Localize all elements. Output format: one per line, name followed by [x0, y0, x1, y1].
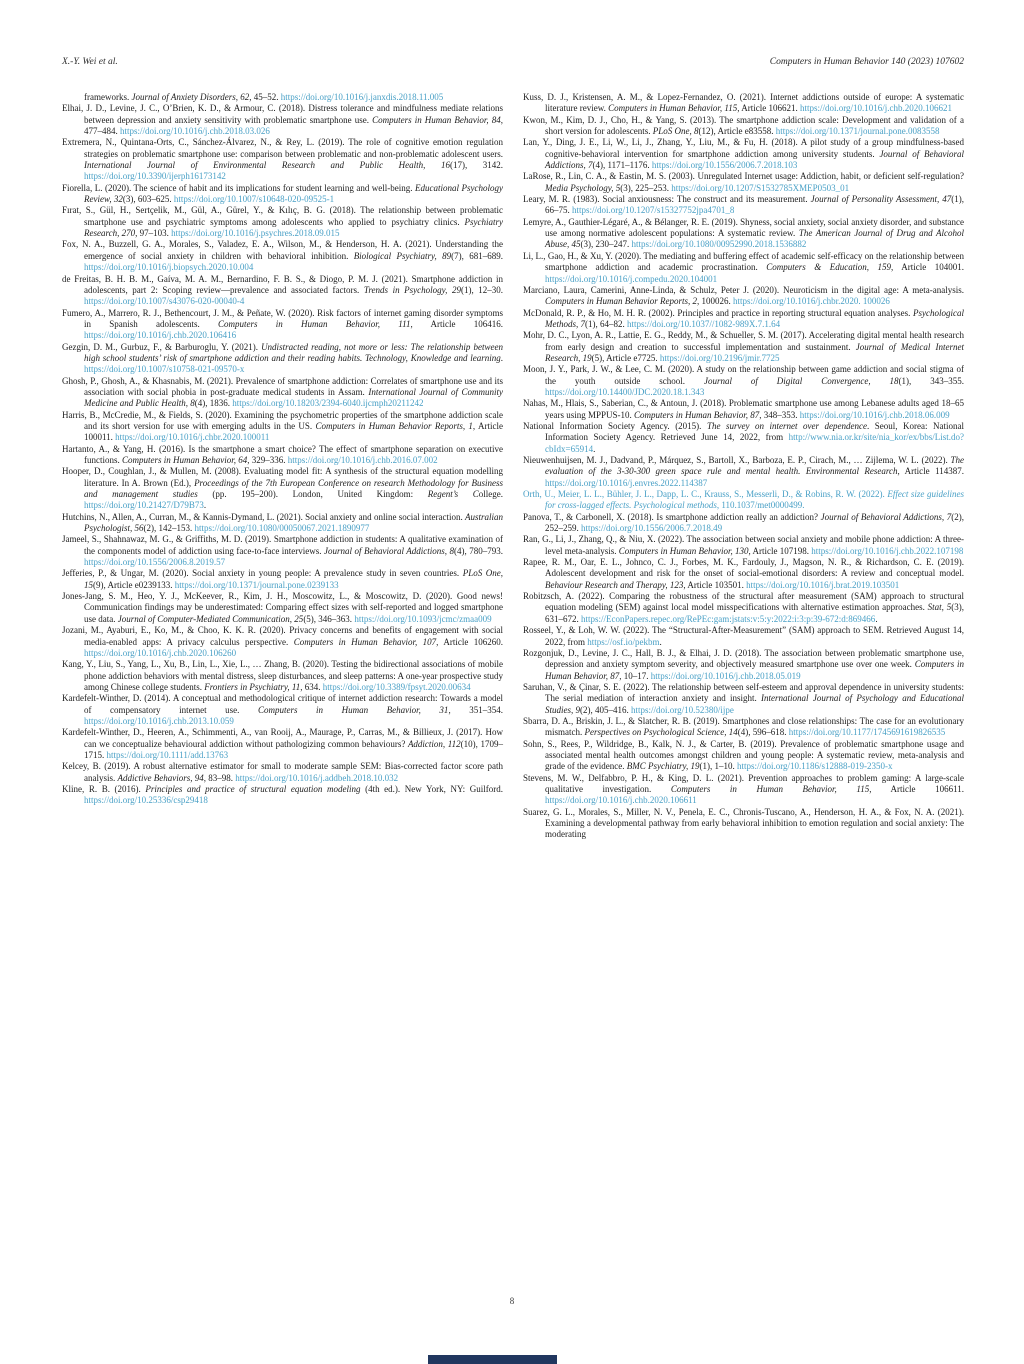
reference-entry	[62, 591, 503, 625]
reference-text: , 351–354.	[448, 704, 503, 715]
reference-text: Sbarra, D. A., Briskin, J. L., & Slatcher, R. B. (2019). Smartphones and close relationships: The case for an evolutionary mismatch.	[523, 715, 964, 738]
running-head-author: X.-Y. Wei et al.	[62, 57, 118, 67]
reference-text: Computers in Human Behavior, 107	[293, 636, 437, 647]
reference-text: .	[659, 636, 662, 647]
reference-text: Computers in Human Behavior Reports, 1	[315, 420, 473, 431]
reference-text: Fırat, S., Gül, H., Sertçelik, M., Gül, A., Gürel, Y., & Kılıç, B. G. (2018). The relationship between problematic smartphone use and psychiatric symptoms among adolescents who applied to psychiatry clinics.	[62, 205, 503, 227]
reference-text: (4th ed.). New York, NY: Guilford.	[360, 783, 503, 794]
reference-text: Mohr, D. C., Lyon, A. R., Lattie, E. G., Reddy, M., & Schueller, S. M. (2017). Accelerating digital mental health research from early design and creation to successful implementation and sustainment.	[523, 330, 964, 352]
reference-text: Computers in Human Behavior Reports, 2	[545, 296, 697, 307]
reference-text: Addictive Behaviors, 94	[117, 772, 204, 783]
reference-text: Kwon, M., Kim, D. J., Cho, H., & Yang, S. (2013). The smartphone addiction scale: Development and validation of a short version for adolescents.	[523, 114, 964, 137]
doi-link[interactable]: https://doi.org/10.21427/D79B73	[84, 500, 204, 511]
reference-text: Rosseel, Y., & Loh, W. W. (2022). The “Structural-After-Measurement” (SAM) approach to SEM. Retrieved August 14, 2022, from	[523, 625, 964, 647]
reference-text: Frontiers in Psychiatry, 11	[204, 681, 301, 692]
reference-text: . Seoul, Korea: National Information Society Agency. Retrieved June 14, 2022, from	[545, 420, 965, 443]
reference-entry	[62, 205, 503, 239]
reference-text: Kuss, D. J., Kristensen, A. M., & Lopez-Fernandez, O. (2021). Internet addictions outside of europe: A systematic literature review.	[523, 92, 964, 114]
doi-link[interactable]: https://doi.org/10.1016/j.janxdis.2018.11.005	[280, 92, 444, 102]
reference-text: , 10–17.	[619, 670, 651, 681]
reference-text: Moon, J. Y., Park, J. W., & Lee, C. M. (2020). A study on the relationship between game addiction and social stigma of the youth outside school.	[523, 364, 964, 386]
reference-text: ollege.	[478, 489, 503, 500]
reference-text: .	[593, 443, 596, 454]
doi-link[interactable]: , 110.1037/met0000499.	[716, 500, 805, 511]
reference-text: .	[203, 500, 207, 511]
reference-text: Kardefelt-Winther, D. (2014). A conceptual and methodological critique of internet addiction research: Towards a model of compensatory internet use.	[62, 693, 503, 715]
reference-text: (3), 603–625.	[122, 194, 174, 205]
reference-text: , 329–336.	[247, 455, 288, 465]
doi-link[interactable]: https://doi.org/10.1371/journal.pone.0083558	[775, 126, 940, 137]
reference-text: Addiction, 112	[407, 738, 461, 749]
doi-link[interactable]: https://doi.org/10.1207/S1532785XMEP0503_01	[671, 182, 850, 193]
running-head-journal: Computers in Human Behavior 140 (2023) 107602	[769, 57, 964, 67]
reference-entry	[62, 274, 503, 308]
doi-link[interactable]: https://doi.org/10.1016/j.chb.2020.106416	[84, 330, 237, 341]
reference-text: , Article 106416.	[410, 318, 503, 329]
reference-text: Computers in Human Behavior, 130	[618, 545, 749, 556]
reference-entry	[523, 557, 964, 591]
doi-link[interactable]: https://doi.org/10.1037//1082-989X.7.1.64	[627, 318, 781, 329]
reference-text: Jameel, S., Shahnawaz, M. G., & Griffiths, M. D. (2019). Smartphone addiction in students: A qualitative examination of the components model of addiction using face-to-face interviews.	[62, 534, 503, 556]
reference-entry	[523, 648, 964, 682]
reference-text: , 100026.	[697, 296, 733, 307]
reference-text: International Journal of Psychology and Educational Studies, 9	[545, 693, 964, 715]
doi-link[interactable]: https://doi.org/10.1080/00050067.2021.1890977	[194, 523, 370, 534]
reference-text: Principles and practice of structural equation modeling	[145, 783, 361, 794]
doi-link[interactable]: https://doi.org/10.1016/j.psychres.2018.09.015	[171, 228, 340, 239]
reference-text: Saruhan, V., & Çinar, S. E. (2022). The relationship between self-esteem and approval dependence in university students: The serial mediation of interaction anxiety and insight.	[523, 681, 964, 704]
reference-entry	[62, 410, 503, 444]
reference-text: Perspectives on Psychological Science, 14	[584, 727, 738, 738]
reference-text: (3), 230–247.	[580, 239, 632, 250]
doi-link[interactable]: https://doi.org/10.1177/1745691619826535	[788, 727, 946, 738]
reference-text: (3), 631–672.	[545, 602, 964, 624]
reference-entry	[62, 239, 503, 273]
reference-entry	[62, 444, 503, 467]
reference-text: (7), 681–689.	[451, 250, 503, 261]
reference-text: Australian Psychologist, 56	[84, 511, 503, 534]
reference-text: Harris, B., McCredie, M., & Fields, S. (2020). Examining the psychometric properties of the smartphone addiction scale and its short version for use with emerging adults in the US.	[62, 409, 503, 431]
reference-text: (1), 64–82.	[585, 318, 627, 329]
reference-text: The American Journal of Drug and Alcohol Abuse, 45	[545, 228, 964, 250]
reference-text: Journal of Computer-Mediated Communication, 25	[117, 613, 304, 624]
doi-link[interactable]: https://doi.org/10.1016/j.chbr.2020. 100026	[733, 296, 890, 307]
reference-text: frameworks.	[84, 92, 132, 102]
reference-text: (5), Article e7725.	[591, 352, 660, 363]
reference-text: (17), 3142.	[449, 160, 503, 171]
reference-text: (1), 1–10.	[699, 761, 737, 772]
reference-text: Elhai, J. D., Levine, J. C., O’Brien, K. D., & Armour, C. (2018). Distress tolerance and mindfulness mediate relations between depression and anxiety sensitivity with problematic smartphone use.	[62, 103, 503, 125]
reference-text: Behaviour Research and Therapy, 123	[545, 579, 684, 590]
reference-entry	[523, 807, 964, 841]
reference-entry	[523, 308, 964, 331]
doi-link[interactable]: https://doi.org/10.1186/s12888-019-2350-x	[736, 761, 893, 772]
reference-entry	[523, 489, 964, 512]
reference-text: Ghosh, P., Ghosh, A., & Khasnabis, M. (2021). Prevalence of smartphone addiction: Correlates of smartphone use and its association with social phobia in post-graduate medical students in Assam.	[62, 375, 503, 397]
doi-link[interactable]: https://doi.org/10.1007/s43076-020-00040-4	[84, 296, 245, 307]
reference-entry	[523, 421, 964, 455]
reference-entry	[523, 534, 964, 557]
doi-link[interactable]: Orth, U., Meier, L. L., Bühler, J. L., Dapp, L. C., Krauss, S., Messerli, D., & Robins, R. W. (2022).	[523, 489, 888, 500]
reference-text: LaRose, R., Lin, C. A., & Eastin, M. S. (2003). Unregulated Internet usage: Addiction, habit, or deficient self-regulation?	[523, 171, 964, 182]
reference-entry	[62, 512, 503, 535]
doi-link[interactable]: https://doi.org/10.1016/j.chb.2020.106611	[545, 795, 697, 806]
reference-entry	[523, 682, 964, 716]
reference-text: , 83–98.	[203, 772, 236, 783]
reference-text: Hartanto, A., & Yang, H. (2016). Is the smartphone a smart choice? The effect of smartphone separation on executive functions.	[62, 443, 503, 465]
doi-link[interactable]: https://doi.org/10.1016/j.chb.2018.03.026	[120, 126, 270, 137]
doi-link[interactable]: https://doi.org/10.18203/2394-6040.ijcmph20211242	[232, 398, 424, 409]
reference-text: , 634.	[300, 681, 323, 692]
reference-text: Computers & Education, 159	[766, 262, 891, 273]
reference-entry	[523, 455, 964, 489]
reference-text: Educational Psychology Review, 32	[84, 182, 503, 205]
reference-entry	[523, 115, 964, 138]
reference-text: Journal of Personality Assessment, 47	[810, 194, 952, 205]
reference-text: Computers in Human Behavior, 31	[257, 704, 449, 715]
reference-text: de Freitas, B. H. B. M., Gaíva, M. A. M., Bernardino, F. B. S., & Diogo, P. M. J. (2021). Smartphone addiction in adolescents, part 2: Scoping review—prevalence and associated factors.	[62, 273, 503, 295]
references-section	[62, 92, 964, 841]
reference-entry	[62, 376, 503, 410]
doi-link[interactable]: https://doi.org/10.1080/00952990.2018.1536882	[631, 239, 807, 250]
reference-text: , 45–52.	[249, 92, 281, 102]
reference-text: Hooper, D., Coughlan, J., & Mullen, M. (2008). Evaluating model fit: A synthesis of the structural equation modelling literature. In A. Brown (Ed.),	[62, 466, 503, 488]
doi-link[interactable]: https://doi.org/10.1016/j.chbr.2020.100011	[115, 432, 270, 443]
reference-entry	[62, 103, 503, 137]
reference-entry	[62, 308, 503, 342]
doi-link[interactable]: https://doi.org/10.1007/s10648-020-09525-1	[173, 194, 335, 205]
reference-text: (pp. 195–200). London, United Kingdom:	[197, 489, 428, 500]
doi-link[interactable]: Effect size guidelines for cross-lagged effects. Psychological methods	[545, 489, 964, 511]
reference-text: The evaluation of the 3-30-300 green space rule and mental health. Environmental Research	[545, 455, 964, 477]
doi-link[interactable]: https://doi.org/10.1016/j.chb.2020.106621	[799, 103, 953, 114]
reference-text: Undistracted reading, not more or less: The relationship between high school students’ risk of smartphone addiction and their reading habits. Technology, Knowledge and learning	[84, 341, 503, 363]
reference-text: Computers in Human Behavior, 111	[218, 318, 411, 329]
doi-link[interactable]: https://doi.org/10.1016/j.chb.2016.07.002	[287, 455, 438, 465]
doi-link[interactable]: https://doi.org/10.1111/add.13763	[106, 749, 229, 760]
reference-entry	[523, 92, 964, 115]
reference-entry	[62, 92, 503, 103]
reference-text: Lan, Y., Ding, J. E., Li, W., Li, J., Zhang, Y., Liu, M., & Fu, H. (2018). A pilot study of a group mindfulness-based cognitive-behavioral intervention for smartphone addiction among university students.	[523, 137, 964, 159]
reference-text: , Article 100011.	[84, 420, 503, 443]
reference-text: (3), 225–253.	[620, 182, 672, 193]
reference-text: Stat, 5	[927, 602, 952, 613]
scrollbar-thumb[interactable]	[428, 1355, 557, 1364]
reference-text: , Article 106621.	[737, 103, 800, 114]
references-column-left	[62, 92, 503, 841]
reference-entry	[62, 137, 503, 182]
reference-entry	[523, 716, 964, 739]
reference-text: Sohn, S., Rees, P., Wildridge, B., Kalk, N. J., & Carter, B. (2019). Prevalence of problematic smartphone usage and associated mental health outcomes amongst children and young people: A systematic review, meta-analysis and grade of the evidence.	[523, 738, 964, 772]
reference-text: Kelcey, B. (2019). A robust alternative estimator for small to moderate sample SEM: Bias-corrected factor score path analysis.	[62, 761, 503, 783]
reference-text: Rozgonjuk, D., Levine, J. C., Hall, B. J., & Elhai, J. D. (2018). The association between problematic smartphone use, depression and anxiety symptom severity, and objectively measured smartphone use over one week.	[523, 647, 964, 670]
reference-text: Hutchins, N., Allen, A., Curran, M., & Kannis-Dymand, L. (2021). Social anxiety and online social interaction.	[62, 511, 465, 522]
reference-entry	[62, 183, 503, 206]
page-number: 8	[509, 1296, 515, 1306]
doi-link[interactable]: https://doi.org/10.1016/j.compedu.2020.104001	[545, 273, 718, 284]
reference-text: Fox, N. A., Buzzell, G. A., Morales, S., Valadez, E. A., Wilson, M., & Henderson, H. A. (2021). Understanding the emergence of social anxiety in children with behavioral inhibition.	[62, 239, 503, 261]
reference-text: Stevens, M. W., Delfabbro, P. H., & King, D. L. (2021). Prevention approaches to problem gaming: A large-scale qualitative investigation.	[523, 772, 964, 794]
doi-link[interactable]: https://doi.org/10.1016/j.chb.2013.10.059	[84, 715, 234, 726]
reference-text: Media Psychology, 5	[545, 182, 621, 193]
reference-text: Li, L., Gao, H., & Xu, Y. (2020). The mediating and buffering effect of academic self-efficacy on the relationship between smartphone addiction and academic procrastination.	[523, 250, 964, 273]
reference-entry	[62, 568, 503, 591]
reference-text: Journal of Behavioral Addictions, 7	[820, 511, 952, 522]
reference-text: Psychiatry Research, 270	[84, 216, 503, 239]
doi-link[interactable]: https://doi.org/10.1016/j.chb.2020.106260	[84, 647, 237, 658]
reference-text: , Article 106260.	[436, 636, 503, 647]
reference-entry	[523, 330, 964, 364]
doi-link[interactable]: https://doi.org/10.1016/j.brat.2019.103501	[746, 579, 900, 590]
doi-link[interactable]: https://osf.io/pekbm	[587, 636, 660, 647]
doi-link[interactable]: https://doi.org/10.52380/ijpe	[631, 704, 734, 715]
doi-link[interactable]: https://doi.org/10.14400/JDC.2020.18.1.343	[545, 386, 705, 397]
reference-text: Regent’s C	[427, 489, 479, 500]
doi-link[interactable]: https://doi.org/10.25336/csp29418	[84, 795, 208, 806]
reference-text: Suarez, G. L., Morales, S., Miller, N. V., Penela, E. C., Chronis-Tuscano, A., Henderson, H. A., & Fox, N. A. (2021). Examining a developmental pathway from early behavioral inhibition to emotion regulation and social anxiety: The moderating	[523, 806, 964, 840]
reference-text: International Journal of Community Medicine and Public Health, 8	[84, 386, 504, 409]
reference-text: Marciano, Laura, Camerini, Anne-Linda, & Schulz, Peter J. (2020). Neuroticism in the digital age: A meta-analysis.	[523, 284, 964, 295]
reference-text: (1), 66–75.	[545, 194, 964, 216]
reference-entry	[62, 727, 503, 761]
reference-text: Kardefelt-Winther, D., Heeren, A., Schimmenti, A., van Rooij, A., Maurage, P., Carras, M., & Billieux, J. (2017). How can we conceptualize behavioural addiction without pathologizing common behaviours?	[62, 727, 503, 749]
reference-text: (2), 252–259.	[545, 511, 964, 534]
reference-text: (1), 12–30.	[460, 284, 504, 295]
reference-text: Jefferies, P., & Ungar, M. (2020). Social anxiety in young people: A prevalence study in seven countries.	[62, 568, 463, 579]
reference-text: .	[500, 352, 503, 363]
doi-link[interactable]: https://doi.org/10.1093/jcmc/zmaa009	[354, 613, 492, 624]
reference-entry	[523, 171, 964, 194]
references-column-right	[523, 92, 964, 841]
doi-link[interactable]: https://doi.org/10.1556/2006.7.2018.49	[581, 523, 723, 534]
reference-text: (10), 1709–1715.	[84, 738, 503, 760]
reference-text: Robitzsch, A. (2022). Comparing the robustness of the structural after measurement (SAM) approach to structural equation modeling (SEM) against local model misspecifications with alternative estimation approaches.	[523, 591, 964, 613]
doi-link[interactable]: https://EconPapers.repec.org/RePEc:gam:jstats:v:5:y:2022:i:3:p:39-672:d:869466	[581, 613, 876, 624]
reference-entry	[62, 659, 503, 693]
reference-text: (2), 405–416.	[580, 704, 631, 715]
reference-text: Nieuwenhuijsen, M. J., Dadvand, P., Márquez, S., Bartoll, X., Barboza, E. P., Cirach, M., … Zijlema, W. L. (2022).	[523, 455, 951, 465]
doi-link[interactable]: https://doi.org/10.1207/s15327752jpa4701_8	[572, 205, 735, 216]
reference-text: (4), 780–793.	[454, 545, 504, 556]
reference-text: BMC Psychiatry, 19	[626, 761, 700, 772]
reference-text: Kang, Y., Liu, S., Yang, L., Xu, B., Lin, L., Xie, L., … Zhang, B. (2020). Testing the bidirectional associations of mobile phone addiction behaviors with mental distress, sleep disturbances, and sleep patterns: A one-year prospective study among Chinese college students.	[62, 659, 503, 692]
doi-link[interactable]: https://doi.org/10.1016/j.envres.2022.114387	[545, 477, 708, 488]
reference-text: (9), Article e0239133.	[93, 579, 175, 590]
reference-text: Kline, R. B. (2016).	[62, 783, 146, 794]
reference-text: Journal of Anxiety Disorders, 62	[131, 92, 250, 102]
doi-link[interactable]: https://doi.org/10.3390/ijerph16173142	[84, 171, 226, 182]
reference-text: Computers in Human Behavior, 64	[122, 455, 248, 465]
page-header	[62, 57, 964, 67]
doi-link[interactable]: https://doi.org/10.2196/jmir.7725	[659, 352, 780, 363]
reference-text: Rapee, R. M., Oar, E. L., Johnco, C. J., Forbes, M. K., Fardouly, J., Magson, N. R., & Richardson, C. E. (2019). Adolescent development and risk for the onset of social-emotional disorders: A review and conceptual model.	[523, 557, 964, 579]
reference-entry	[523, 512, 964, 535]
reference-entry	[62, 625, 503, 659]
reference-entry	[62, 466, 503, 511]
reference-entry	[523, 364, 964, 398]
doi-link[interactable]: https://doi.org/10.1016/j.biopsych.2020.10.004	[84, 262, 254, 273]
reference-entry	[523, 591, 964, 625]
reference-text: .	[875, 613, 878, 624]
reference-text: Computers in Human Behavior, 115	[608, 103, 738, 114]
reference-text: Journal of Digital Convergence, 18	[703, 375, 899, 386]
reference-entry	[62, 342, 503, 376]
reference-text: Panova, T., & Carbonell, X. (2018). Is smartphone addiction really an addiction?	[523, 511, 821, 522]
reference-entry	[523, 251, 964, 285]
reference-text: , Article 103501.	[683, 579, 747, 590]
reference-text: Journal of Behavioral Addictions, 7	[545, 148, 964, 171]
doi-link[interactable]: https://doi.org/10.1016/j.chb.2018.06.009	[799, 409, 950, 420]
reference-text: (2), 142–153.	[143, 523, 195, 534]
reference-text: PLoS One, 8	[652, 126, 699, 137]
reference-text: (1), 343–355.	[898, 375, 964, 386]
reference-entry	[523, 773, 964, 807]
reference-text: (4), 1836.	[194, 398, 233, 409]
reference-text: Computers in Human Behavior, 115	[670, 783, 870, 794]
reference-entry	[523, 137, 964, 171]
reference-text: Fumero, A., Marrero, R. J., Bethencourt, J. M., & Peñate, W. (2020). Risk factors of internet gaming disorder symptoms in Spanish adolescents.	[62, 307, 503, 329]
reference-text: (4), 596–618.	[737, 727, 789, 738]
reference-text: Lemyre, A., Gauthier-Légaré, A., & Bélanger, R. E. (2019). Shyness, social anxiety, social anxiety disorder, and substance use among normative adolescent populations: A systematic review.	[523, 216, 964, 239]
reference-text: National Information Society Agency. (2015).	[523, 420, 707, 431]
reference-entry	[62, 761, 503, 784]
reference-text: Leary, M. R. (1983). Social anxiousness: The construct and its measurement.	[523, 194, 811, 205]
reference-text: Psychological Methods, 7	[545, 307, 964, 329]
reference-text: Computers in Human Behavior, 84	[372, 114, 501, 125]
reference-text: , Article 106611.	[869, 783, 964, 794]
reference-text: , Article 107198.	[748, 545, 812, 556]
doi-link[interactable]: https://doi.org/10.1556/2006.8.2019.57	[84, 557, 226, 568]
doi-link[interactable]: https://doi.org/10.1016/j.chb.2022.107198	[811, 545, 964, 556]
doi-link[interactable]: https://doi.org/10.1016/j.addbeh.2018.10.032	[235, 772, 399, 783]
reference-text: Fiorella, L. (2020). The science of habit and its implications for student learning and well-being.	[62, 182, 416, 193]
reference-entry	[523, 194, 964, 217]
doi-link[interactable]: https://doi.org/10.1371/journal.pone.0239133	[174, 579, 339, 590]
reference-text: PLoS One, 15	[84, 568, 503, 590]
reference-text: Computers in Human Behavior, 87	[634, 409, 760, 420]
reference-text: Journal of Medical Internet Research, 19	[545, 341, 964, 363]
reference-text: , 97–103.	[135, 228, 172, 239]
reference-text: Nahas, M., Hlais, S., Saberian, C., & Antoun, J. (2018). Problematic smartphone use among Lebanese adults aged 18–65 years using MPPUS-10.	[523, 398, 964, 420]
doi-link[interactable]: https://doi.org/10.3389/fpsyt.2020.00634	[322, 681, 471, 692]
reference-entry	[523, 217, 964, 251]
reference-text: Trends in Psychology, 29	[363, 284, 461, 295]
reference-text: Jones-Jang, S. M., Heo, Y. J., McKeever, R., Kim, J. H., Moscowitz, L., & Moscowitz, D. (2020). Good news! Communication findings may be underestimated: Comparing effect sizes with self-reported and logged smartphone use data.	[62, 591, 503, 624]
reference-text: Jozani, M., Ayaburi, E., Ko, M., & Choo, K. K. R. (2020). Privacy concerns and benefits of engagement with social media-enabled apps: A privacy calculus perspective.	[62, 625, 503, 647]
reference-text: Gezgin, D. M., Gurbuz, F., & Barburoglu, Y. (2021).	[62, 341, 262, 352]
reference-entry	[523, 739, 964, 773]
reference-text: Journal of Behavioral Addictions, 8	[324, 545, 455, 556]
reference-entry	[62, 534, 503, 568]
doi-link[interactable]: https://doi.org/10.1016/j.chb.2018.05.019	[650, 670, 801, 681]
reference-text: Proceedings of the 7th European Conference on research Methodology for Business and management studies	[84, 477, 503, 500]
reference-text: Computers in Human Behavior, 87	[545, 659, 964, 681]
doi-link[interactable]: http://www.nia.or.kr/site/nia_kor/ex/bbs/List.do?cbIdx=65914	[545, 432, 964, 454]
reference-text: (5), 346–363.	[303, 613, 355, 624]
reference-text: , 477–484.	[84, 114, 503, 137]
reference-text: Extremera, N., Quintana-Orts, C., Sánchez-Álvarez, N., & Rey, L. (2019). The role of cognitive emotion regulation strategies on problematic smartphone use: comparison between problematic and non-problematic adolescent users.	[62, 137, 503, 159]
reference-text: Biological Psychiatry, 89	[353, 250, 452, 261]
reference-text: McDonald, R. P., & Ho, M. H. R. (2002). Principles and practice in reporting structural equation analyses.	[523, 307, 913, 318]
reference-text: (12), Article e83558.	[698, 126, 776, 137]
doi-link[interactable]: https://doi.org/10.1007/s10758-021-09570-x	[84, 364, 245, 375]
reference-entry	[523, 625, 964, 648]
reference-entry	[523, 398, 964, 421]
reference-entry	[62, 784, 503, 807]
reference-text: , Article 114387.	[897, 466, 964, 477]
reference-text: International Journal of Environmental Research and Public Health, 16	[84, 160, 450, 171]
reference-text: , Article 104001.	[890, 262, 964, 273]
reference-text: The survey on internet over dependence	[706, 420, 867, 431]
reference-entry	[523, 285, 964, 308]
reference-entry	[62, 693, 503, 727]
reference-text: Ran, G., Li, J., Zhang, Q., & Niu, X. (2022). The association between social anxiety and mobile phone addiction: A three-level meta-analysis.	[523, 534, 964, 556]
doi-link[interactable]: https://doi.org/10.1556/2006.7.2018.103	[651, 160, 798, 171]
reference-text: (4), 1171–1176.	[592, 160, 652, 171]
reference-text: , 348–353.	[759, 409, 800, 420]
